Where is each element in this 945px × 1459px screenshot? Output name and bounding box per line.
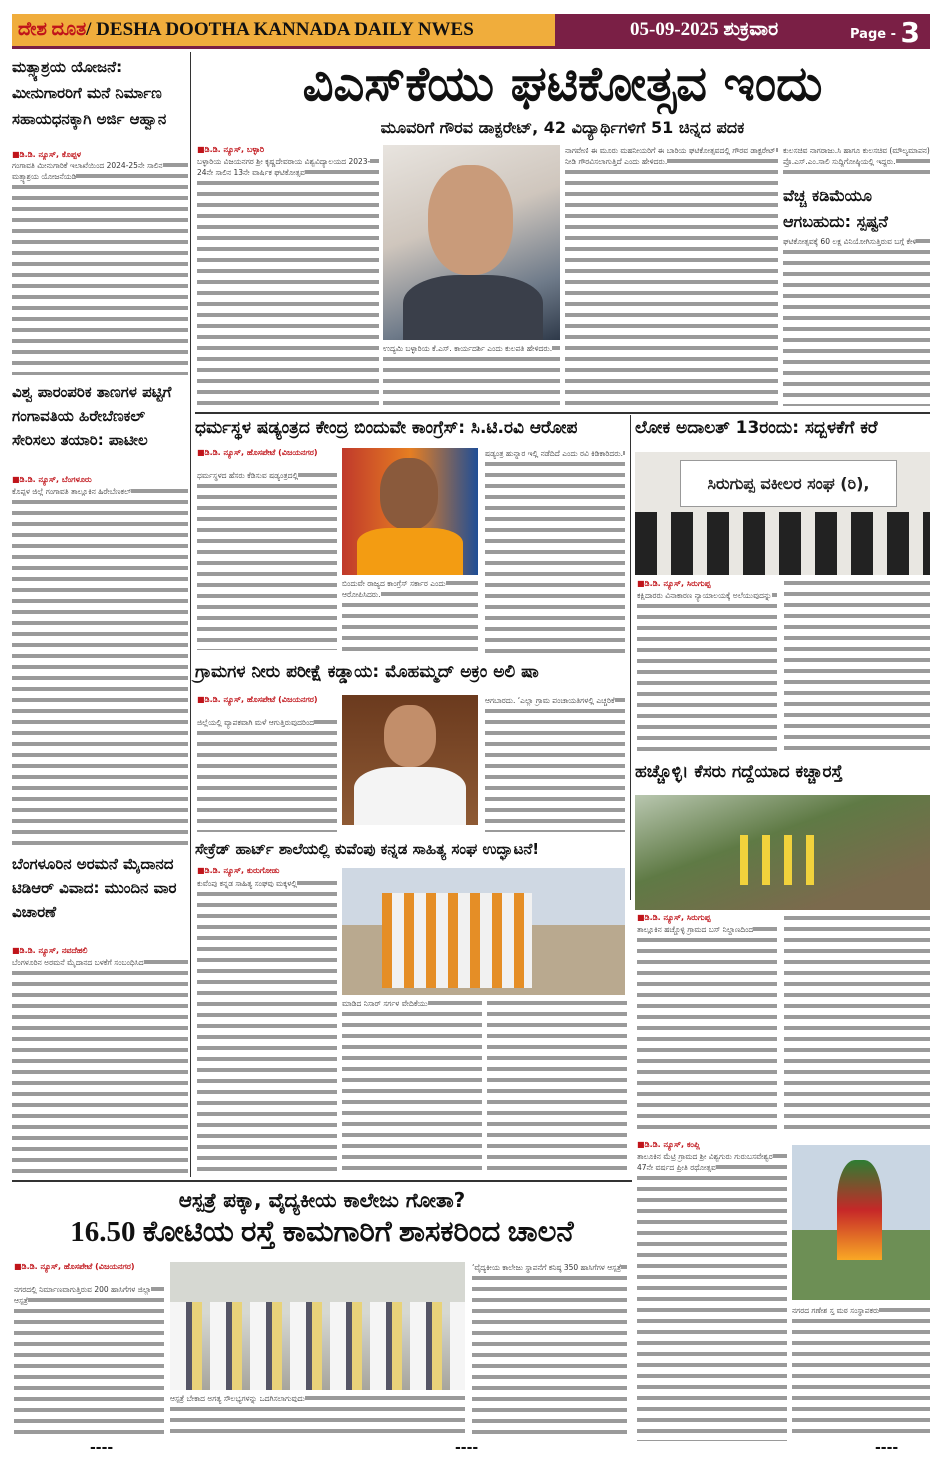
- article-headline: ಗ್ರಾಮಗಳ ನೀರು ಪರೀಕ್ಷೆ ಕಡ್ಡಾಯ: ಮೊಹಮ್ಮದ್ ಅಕ್ರಂ ಅಲಿ ಷಾ: [195, 662, 539, 682]
- article-body: [342, 998, 482, 1176]
- dateline: ■ಡಿ.ಡಿ. ನ್ಯೂಸ್, ಬೆಂಗಳೂರು: [12, 475, 92, 484]
- article-body: [12, 160, 188, 375]
- bottom-headline: 16.50 ಕೋಟಿಯ ರಸ್ತೆ ಕಾಮಗಾರಿಗೆ ಶಾಸಕರಿಂದ ಚಾಲನೆ: [70, 1216, 574, 1248]
- dateline: ■ಡಿ.ಡಿ. ನ್ಯೂಸ್, ನವದೆಹಲಿ: [12, 946, 88, 955]
- dateline: ■ಡಿ.ಡಿ. ನ್ಯೂಸ್, ಸಿರುಗುಪ್ಪ: [637, 579, 711, 588]
- article-body: [197, 717, 337, 832]
- dateline: ■ಡಿ.ಡಿ. ನ್ಯೂಸ್, ಕೊಪ್ಪಳ: [12, 150, 81, 159]
- body-text: ಬಳ್ಳಾರಿಯ ವಿಜಯನಗರ ಶ್ರೀ ಕೃಷ್ಣದೇವರಾಯ ವಿಶ್ವವಿದ್ಯಾಲಯದ 2023-24ನೇ ಸಾಲಿನ 13ನೇ ವಾರ್ಷಿಕ ಘಟಿಕೋತ್ಸವ: [197, 157, 371, 177]
- photo-caption: [342, 578, 478, 655]
- kicker-headline: ಆಸ್ಪತ್ರೆ ಪಕ್ಕಾ, ವೈದ್ಯಕೀಯ ಕಾಲೇಜು ಗೋತಾ?: [178, 1188, 466, 1212]
- body-text: ಕೊಪ್ಪಳ ಜಿಲ್ಲೆ ಗಂಗಾವತಿ ತಾಲ್ಲೂಕಿನ ಹಿರೇಬೆಣಕಲ್: [12, 487, 132, 496]
- portrait-photo: [383, 145, 560, 340]
- body-text: ನಗರದಲ್ಲಿ ನಿರ್ಮಾಣವಾಗುತ್ತಿರುವ 200 ಹಾಸಿಗೆಗಳ ಜಿಲ್ಲಾ ಆಸ್ಪತ್ರೆ: [14, 1285, 152, 1305]
- body-text: ‘ವೈದ್ಯಕೀಯ ಕಾಲೇಜು ಸ್ಥಾಪನೆಗೆ ಕನಿಷ್ಠ 350 ಹಾಸಿಗೆಗಳ ಆಸ್ಪತ್ರೆ: [472, 1263, 622, 1272]
- press-meet-photo: [635, 452, 930, 575]
- shawl-shape: [357, 528, 463, 575]
- separator: ----: [875, 1440, 899, 1456]
- body-text: ಜಿಲ್ಲೆಯಲ್ಲಿ ವ್ಯಾಪಕವಾಗಿ ಮಳೆ ಆಗುತ್ತಿರುವುದರಿಂದ: [197, 718, 315, 727]
- article-body: [637, 924, 777, 1129]
- article-body: [783, 145, 930, 178]
- article-headline: ವಿಶ್ವ ಪಾರಂಪರಿಕ ತಾಣಗಳ ಪಟ್ಟಿಗೆ ಗಂಗಾವತಿಯ ಹಿರೇಬೆಣಕಲ್ ಸೇರಿಸಲು ತಯಾರಿ: ಪಾಟೀಲ: [12, 383, 172, 449]
- caption-text: ಉದ್ಯಮಿ ಬಳ್ಳಾರಿಯ ಕೆ.ಎಸ್. ಕಾರ್ಯದರ್ಶಿ ಎಂದು ಕುಲಪತಿ ಹೇಳಿದರು.: [383, 344, 553, 353]
- issue-date: 05-09-2025 ಶುಕ್ರವಾರ: [630, 19, 779, 40]
- brand-kannada: ದೇಶ ದೂತ: [18, 19, 87, 40]
- dateline: ■ಡಿ.ಡಿ. ನ್ಯೂಸ್, ಕುರುಗೋಡು: [197, 866, 280, 875]
- article-body: [12, 957, 188, 1175]
- page-label: Page -: [850, 27, 896, 42]
- article-body: [792, 1305, 930, 1440]
- dateline: ■ಡಿ.ಡಿ. ನ್ಯೂಸ್, ಬಳ್ಳಾರಿ: [197, 145, 265, 154]
- page-number: [850, 16, 920, 49]
- official-photo: [342, 695, 478, 825]
- column-divider: [190, 52, 191, 1177]
- article-headline: ಮತ್ಸ್ಯಾಶ್ರಯ ಯೋಜನೆ: ಮೀನುಗಾರರಿಗೆ ಮನೆ ನಿರ್ಮಾಣ ಸಹಾಯಧನಕ್ಕಾಗಿ ಅರ್ಜಿ ಆಹ್ವಾನ: [12, 58, 167, 128]
- article-body: [197, 156, 379, 406]
- body-text: ಧರ್ಮಸ್ಥಳದ ಹೆಸರು ಕೆಡಿಸುವ ಷಡ್ಯಂತ್ರದಲ್ಲಿ: [197, 471, 299, 480]
- body-text: ಕುವೆಂಪು ಕನ್ನಡ ಸಾಹಿತ್ಯ ಸಂಘವು ಮಕ್ಕಳಲ್ಲಿ: [197, 879, 297, 888]
- article-body: [472, 1262, 627, 1436]
- body-text: ಮಾಡಿದ ನಿಸಾರ್ ಸರ್ಗಳ ವೇದಿಕೆಯು: [342, 999, 428, 1008]
- brand-english: / DESHA DOOTHA KANNADA DAILY NWES: [86, 19, 474, 40]
- caption-text: ಬಿಂದುವೇ ರಾಜ್ಯದ ಕಾಂಗ್ರೆಸ್ ಸರ್ಕಾರ ಎಂದು ಆರೋಪಿಸಿದರು.: [342, 579, 446, 599]
- dateline: ■ಡಿ.ಡಿ. ನ್ಯೂಸ್, ಕಂಪ್ಲಿ: [637, 1140, 701, 1149]
- article-headline: ಸೇಕ್ರೆಡ್ ಹಾರ್ಟ್ ಶಾಲೆಯಲ್ಲಿ ಕುವೆಂಪು ಕನ್ನಡ ಸಾಹಿತ್ಯ ಸಂಘ ಉದ್ಘಾಟನೆ!: [195, 840, 540, 858]
- dateline: ■ಡಿ.ಡಿ. ನ್ಯೂಸ್, ಹೊಸಪೇಟೆ (ವಿಜಯನಗರ): [14, 1262, 135, 1271]
- shirt-shape: [354, 767, 466, 825]
- people-group: [382, 893, 532, 988]
- article-headline: ಹಚ್ಚೊಳ್ಳಿ। ಕೆಸರು ಗದ್ದೆಯಾದ ಕಚ್ಚಾರಸ್ತೆ: [635, 762, 843, 782]
- banner-sign: ಸಿರುಗುಪ್ಪ ವಕೀಲರ ಸಂಘ (ರಿ),: [680, 460, 897, 507]
- face-shape: [428, 165, 513, 275]
- newspaper-title: [18, 19, 474, 41]
- article-body: [784, 578, 930, 755]
- article-body: [783, 236, 930, 406]
- muddy-road-photo: [635, 795, 930, 910]
- separator: ----: [90, 1440, 114, 1456]
- article-body: [14, 1284, 164, 1436]
- article-body: [637, 1151, 787, 1441]
- article-headline: ಲೋಕ ಅದಾಲತ್ 13ರಂದು: ಸದ್ಬಳಕೆಗೆ ಕರೆ: [635, 418, 878, 438]
- article-body: [12, 486, 188, 848]
- dateline: ■ಡಿ.ಡಿ. ನ್ಯೂಸ್, ಹೊಸಪೇಟೆ (ವಿಜಯನಗರ): [197, 695, 318, 704]
- masthead-rule: [12, 46, 930, 49]
- body-text: ನಗರದ ಗಣೇಶ ಸ್ತ ಮಠ ಸಂಸ್ಥಾಪಕರು: [792, 1306, 880, 1315]
- page-num: 3: [900, 16, 921, 49]
- lead-subheadline: ಮೂವರಿಗೆ ಗೌರವ ಡಾಕ್ಟರೇಟ್, 42 ವಿದ್ಯಾರ್ಥಿಗಳಿಗೆ 51 ಚಿನ್ನದ ಪದಕ: [380, 118, 745, 137]
- suit-shape: [403, 275, 543, 340]
- article-body: [487, 998, 627, 1176]
- body-text: ಕಕ್ಷಿದಾರರು ವಿನಾಕಾರಣ ನ್ಯಾಯಾಲಯಕ್ಕೆ ಅಲೆಯುವುದನ್ನು: [637, 591, 772, 600]
- body-text: ಕುಲಸಚಿವ ನಾಗರಾಜು.ಸಿ ಹಾಗೂ ಕುಲಸಚಿವ (ಮೌಲ್ಯಮಾಪನ) ಪ್ರೊ.ಎಸ್.ಎಂ.ಸಾಲಿ ಸುದ್ದಿಗೋಷ್ಠಿಯಲ್ಲಿ ಇದ್ದರು.: [783, 146, 930, 166]
- lead-headline: ವಿಎಸ್‌ಕೆಯು ಘಟಿಕೋತ್ಸವ ಇಂದು: [302, 56, 823, 112]
- body-text: ಗಂಗಾವತಿ ಮೀನುಗಾರಿಕೆ ಇಲಾಖೆಯಿಂದ 2024-25ನೇ ಸಾಲಿನ ಮತ್ಸ್ಯಾಶ್ರಯ ಯೋಜನೆಯಡಿ: [12, 161, 163, 181]
- photo-caption: [170, 1393, 465, 1436]
- chariot-festival-photo: [792, 1145, 930, 1300]
- subhead: ವೆಚ್ಚ ಕಡಿಮೆಯೂ ಆಗಬಹುದು: ಸ್ಪಷ್ಟನೆ: [783, 186, 888, 231]
- article-headline: ಧರ್ಮಸ್ಥಳ ಷಡ್ಯಂತ್ರದ ಕೇಂದ್ರ ಬಿಂದುವೇ ಕಾಂಗ್ರೆಸ್: ಸಿ.ಟಿ.ರವಿ ಆರೋಪ: [195, 418, 578, 438]
- caption-text: ಆಸ್ಪತ್ರೆ ಬೇಕಾದ ಅಗತ್ಯ ಸೌಲಭ್ಯಗಳನ್ನು ಒದಗಿಸಲಾಗುವುದು: [170, 1394, 305, 1403]
- article-body: [784, 913, 930, 1129]
- dateline: ■ಡಿ.ಡಿ. ನ್ಯೂಸ್, ಹೊಸಪೇಟೆ (ವಿಜಯನಗರ): [197, 448, 318, 457]
- section-divider: [12, 1180, 632, 1182]
- article-headline: ಬೆಂಗಳೂರಿನ ಅರಮನೆ ಮೈದಾನದ ಟಿಡಿಆರ್ ವಿವಾದ: ಮುಂದಿನ ವಾರ ವಿಚಾರಣೆ: [12, 855, 177, 921]
- body-text: ಆಗಬಾರದು. ‘ಎಲ್ಲಾ ಗ್ರಾಮ ಪಂಚಾಯತಿಗಳಲ್ಲಿ ಎಚ್ಚರಿಕೆ: [485, 696, 615, 705]
- body-text: ತಾಲ್ಲೂಕಿನ ಹಚ್ಚೊಳ್ಳಿ ಗ್ರಾಮದ ಬಸ್ ನಿಲ್ದಾಣದಿಂದ: [637, 925, 754, 934]
- politician-photo: [342, 448, 478, 575]
- people-row: [635, 512, 930, 575]
- body-text: ಘಟಿಕೋತ್ಸವಕ್ಕೆ 60 ಲಕ್ಷ ವಿನಿಯೋಗಿಸುತ್ತಿರುವ ಬಗ್ಗೆ ಕೇಳಿ: [783, 237, 917, 246]
- body-text: ತಾಲೂಕಿನ ಮೆಟ್ರಿ ಗ್ರಾಮದ ಶ್ರೀ ವಿಶ್ವಗುರು ಗುರುಬಸವೇಶ್ವರ 47ನೇ ವರ್ಷದ ಪ್ರೀತಿ ರಥೋತ್ಸವ: [637, 1152, 773, 1172]
- article-body: [485, 695, 625, 832]
- chariot-shape: [837, 1160, 882, 1260]
- separator: ----: [455, 1440, 479, 1456]
- body-text: ಬೆಂಗಳೂರಿನ ಅರಮನೆ ಮೈದಾನದ ಬಳಕೆಗೆ ಸಂಬಂಧಿಸಿದ: [12, 958, 144, 967]
- article-body: [197, 470, 337, 650]
- column-divider: [630, 415, 631, 900]
- article-body: [485, 448, 625, 655]
- face-shape: [380, 458, 438, 530]
- people-row: [170, 1302, 465, 1390]
- article-body: [197, 878, 337, 1176]
- body-text: ನಾಗವೇಣಿ ಈ ಮೂರು ಮಹನೀಯರಿಗೆ ಈ ಬಾರಿಯ ಘಟಿಕೋತ್ಸವದಲ್ಲಿ ಗೌರವ ಡಾಕ್ಟರೇಟ್ ನೀಡಿ ಗೌರವಿಸಲಾಗುತ್ತಿದೆ ಎಂದು ಹೇಳಿದರು.: [565, 146, 776, 166]
- body-text: ಷಡ್ಯಂತ್ರ ಹುನ್ನಾರ ಇಲ್ಲಿ ನಡೆದಿದೆ ಎಂದು ರವಿ ಕಿಡಿಕಾರಿದರು.: [485, 449, 623, 458]
- event-photo: [342, 868, 625, 995]
- section-divider: [195, 412, 930, 414]
- article-body: [637, 590, 777, 755]
- face-shape: [384, 705, 436, 767]
- article-body: [565, 145, 778, 406]
- photo-caption: [383, 343, 560, 406]
- dateline: ■ಡಿ.ಡಿ. ನ್ಯೂಸ್, ಸಿರುಗುಪ್ಪ: [637, 913, 711, 922]
- students-group: [740, 835, 820, 885]
- inauguration-photo: [170, 1262, 465, 1390]
